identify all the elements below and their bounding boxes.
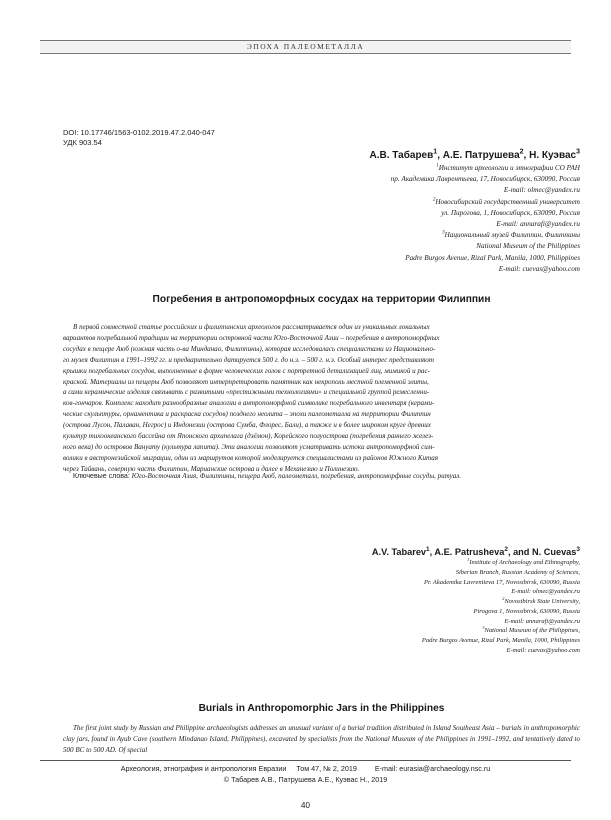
affiliations-en: $^1$Institute of Archaeology and Ethnography, Siberian Branch, Russian Academy of Sciences, Pr. Akademika Lavrentieva 17, Novosibirsk, 630090, Russia E-mail: olmec@yandex.ru $^2$Novosibirsk State University, Pirogova 1, Novosibirsk, 630090, Russia E-mail: annarafi@yandex.ru $^3$National Museum of the Philippines, Padre Burgos Avenue, Rizal Park, Manila, 1000, Philippines E-mail: cuevas@yahoo.com	[280, 558, 580, 656]
journal-volume: Том 47,	[296, 764, 322, 773]
affil-en-1-line2: Siberian Branch, Russian Academy of Sciences,	[455, 568, 580, 576]
author-en-3-sup: 3	[576, 545, 580, 553]
author-ru-3: Н. Куэвас	[529, 150, 577, 161]
author-en-1: A.V. Tabarev	[371, 547, 427, 557]
doi[interactable]: DOI: 10.17746/1563-0102.2019.47.2.040-047	[63, 128, 215, 137]
page-number: 40	[301, 801, 310, 810]
keywords-ru	[63, 471, 580, 483]
affil-ru-3-line1: Национальный музей Филиппин, Филиппины	[444, 231, 580, 240]
abstract-en	[63, 723, 580, 756]
journal-name: Археология, этнография и антропология Евразии	[120, 764, 287, 773]
abstract-ru-line: через Тайвань, северную часть Филиппин, Марианские острова и далее в Механезию и Полинезию.	[63, 464, 360, 473]
affil-ru-1-line2: пр. Академика Лаврентьева, 17, Новосибирск, 630090, Россия	[390, 175, 580, 184]
journal-year: 2019	[340, 764, 357, 773]
affiliations-ru: $^1$Институт археологии и этнографии СО РАН пр. Академика Лаврентьева, 17, Новосибирск, 630090, Россия E-mail: olmec@yandex.ru $^2$Новосибирский государственный университет ул. Пирогова, 1, Новосибирск, 630090, Россия E-mail: annarafi@yandex.ru $^3$Национальный музей Филиппин, Филиппины National Museum of the Philippines Padre Burgos Avenue, Rizal Park, Manila, 1000, Philippines E-mail: cuevas@yahoo.com	[250, 163, 580, 275]
abstract-ru-line: волики в австронезийской миграции, один из маршрутов которой моделируется специалистами из районов Южного Китая	[63, 453, 439, 462]
affil-ru-2-line2: ул. Пирогова, 1, Новосибирск, 630090, Россия	[441, 208, 580, 217]
copyright: © Табарев А.В., Патрушева А.Е., Куэвас Н., 2019	[223, 775, 388, 784]
author-en-2: A.E. Patrusheva	[434, 547, 505, 557]
affil-en-1-line3: Pr. Akademika Lavrentieva 17, Novosibirsk, 630090, Russia	[424, 578, 580, 586]
author-ru-1: А.В. Табарев	[369, 150, 434, 161]
abstract-en-text: The first joint study by Russian and Philippine archaeologists addresses an unusual variant of a burial tradition distributed in Island Southeast Asia – burials in anthropomorphic clay jars, found in Ayub Cave (southern Mindanao Island, Philippines), excavated by specialists from the National Museum of the Philippines in 1991–1992, and tentatively dated to 500 BC to 500 AD. Of special	[63, 724, 580, 754]
abstract-ru-line: сосудах в пещере Аюб (южная часть о-ва Минданао, Филиппины), которая исследовалась специалистами из Национально-	[63, 344, 436, 353]
abstract-ru-line: ного века) до островов Вануату (культура лапита). Эти аналогии позволяют усматривать истоки антропоморфной сим-	[63, 442, 435, 451]
affil-en-2-line2: Pirogova 1, Novosibirsk, 630090, Russia	[473, 607, 580, 615]
abstract-ru-line: а сами керамические изделия связывать с развитыми «престижными технологиями» и специальной группой ремесленни-	[63, 388, 430, 397]
affil-en-1-email[interactable]: E-mail: olmec@yandex.ru	[511, 588, 580, 596]
affil-en-2-email[interactable]: E-mail: annarafi@yandex.ru	[504, 617, 580, 625]
affil-ru-2-line1: Новосибирский государственный университет	[435, 197, 580, 206]
authors-ru: А.В. Табарев$^1$, А.Е. Патрушева$^2$, Н. Куэвас$^3$	[369, 148, 580, 161]
journal-issue: № 2,	[323, 764, 339, 773]
abstract-ru-line: вариантов погребальной традиции на территории островной части Юго-Восточной Азии – погребения в антропоморфных	[63, 333, 440, 342]
affil-ru-3-line2: National Museum of the Philippines	[476, 242, 580, 251]
affil-en-3-email[interactable]: E-mail: cuevas@yahoo.com	[506, 646, 580, 654]
affil-ru-2-email[interactable]: E-mail: annarafi@yandex.ru	[496, 220, 580, 229]
authors-en: A.V. Tabarev$^1$, A.E. Patrusheva$^2$, and N. Cuevas$^3$	[371, 545, 580, 557]
affil-en-3-line2: Padre Burgos Avenue, Rizal Park, Manila, 1000, Philippines	[421, 637, 580, 644]
affil-ru-1-email[interactable]: E-mail: olmec@yandex.ru	[503, 186, 580, 195]
section-header: ЭПОХА ПАЛЕОМЕТАЛЛА	[246, 42, 365, 51]
abstract-ru-line: В первой совместной статье российских и филиппинских археологов рассматривается один из уникальных локальных	[73, 323, 430, 331]
abstract-ru-line: краской. Материалы из пещеры Аюб позволяют интерпретировать памятник как некрополь местной племенной элиты,	[63, 377, 429, 386]
affil-ru-3-line3: Padre Burgos Avenue, Rizal Park, Manila, 1000, Philippines	[405, 253, 580, 262]
author-en-2-sup: 2	[504, 545, 508, 553]
author-en-3: N. Cuevas	[531, 547, 577, 557]
journal-email[interactable]: E-mail: eurasia@archaeology.nsc.ru	[374, 764, 491, 773]
affil-ru-1-line1: Институт археологии и этнографии СО РАН	[438, 164, 580, 172]
abstract-ru-line: ков-гончаров. Комплекс находит разнообразные аналогии в антропоморфной символике погребального инвентаря (керами-	[63, 399, 435, 408]
abstract-ru-line: культур тихоокеанского бассейна от Японского архипелага (дзёмон), Корейского полуострова (погребения раннего желез-	[63, 432, 434, 441]
doi-block	[63, 128, 215, 147]
footer-rule	[40, 760, 571, 761]
abstract-ru-line: крышки погребальных сосудов, выполненные в форме человеческих голов с портретной детализацией лиц, мимикой и рас-	[63, 366, 430, 375]
author-ru-2-sup: 2	[519, 148, 524, 156]
author-ru-2: А.Е. Патрушева	[442, 150, 520, 161]
footer	[40, 763, 571, 785]
author-ru-1-sup: 1	[433, 148, 438, 156]
abstract-ru	[63, 322, 580, 475]
affil-en-1-line1: Institute of Archaeology and Ethnography,	[469, 559, 580, 566]
affil-en-3-line1: National Museum of the Philippines,	[484, 627, 580, 635]
keywords-label: Ключевые слова:	[73, 473, 130, 480]
abstract-ru-line: го музея Филиппин в 1991–1992 гг. и предварительно датируется 500 г. до н.э. – 500 г. н.э. Особый интерес представляют	[63, 355, 434, 364]
affil-ru-3-email[interactable]: E-mail: cuevas@yahoo.com	[498, 264, 580, 273]
affil-en-2-line1: Novosibirsk State University,	[504, 598, 580, 605]
udk: УДК 903.54	[63, 137, 102, 147]
title-ru: Погребения в антропоморфных сосудах на территории Филиппин	[152, 294, 491, 305]
author-ru-3-sup: 3	[576, 148, 580, 156]
title-en: Burials in Anthropomorphic Jars in the Philippines	[198, 703, 445, 714]
abstract-ru-line: (острова Лусон, Палаван, Негрос) и Индонезии (острова Сумба, Флорес, Бали), а также и в более широком круге древних	[63, 421, 431, 430]
abstract-ru-line: ческие скульптуры, орнаментика и раскраска сосудов) позднего неолита – эпохи палеометалла на территории Филиппин	[63, 410, 431, 419]
author-en-1-sup: 1	[426, 545, 430, 553]
keywords-text: Юго-Восточная Азия, Филиппины, пещера Аюб, палеометалл, погребения, антропоморфные сосуды, ритуал.	[131, 472, 462, 480]
